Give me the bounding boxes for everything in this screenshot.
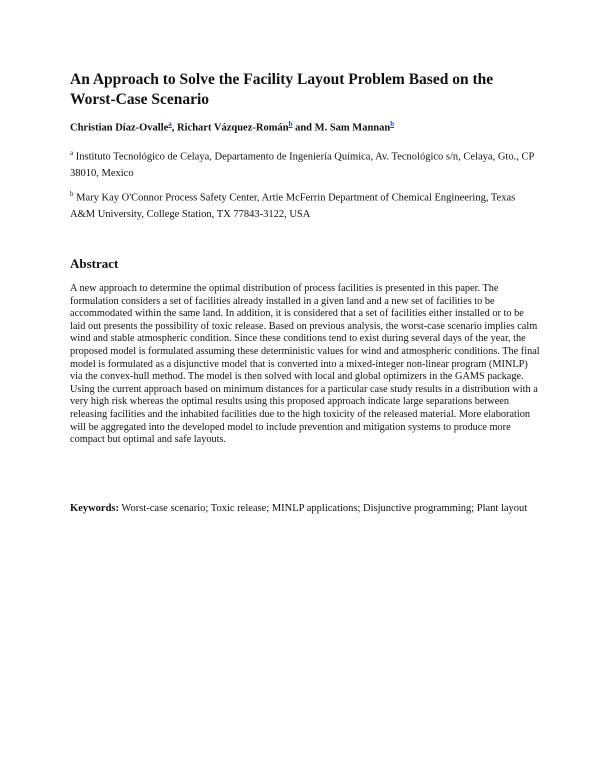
affiliation-text: Mary Kay O'Connor Process Safety Center, Artie McFerrin Department of Chemical Engineering, Texas A&M University, College Station, TX 77843-3122, USA [70, 192, 516, 220]
affiliation-link[interactable]: a [168, 120, 172, 128]
author-name: Christian Díaz-Ovalle [70, 122, 169, 134]
paper-title: An Approach to Solve the Facility Layout Problem Based on the Worst-Case Scenario [70, 71, 494, 108]
author-name: Richart Vázquez-Román [177, 122, 289, 134]
affiliation-b [70, 186, 540, 223]
affiliation-mark: a [70, 149, 74, 157]
keywords-label: Keywords: [70, 503, 119, 514]
affiliation-a [70, 145, 540, 182]
affiliation-mark: b [70, 190, 74, 198]
author-line [70, 120, 550, 134]
affiliation-link[interactable]: b [288, 120, 293, 128]
author-separator: and [292, 122, 315, 134]
keywords-text: Worst-case scenario; Toxic release; MINLP applications; Disjunctive programming; Plant layout [119, 503, 528, 514]
keywords [70, 502, 540, 516]
affiliation-link[interactable]: b [390, 120, 395, 128]
affiliation-text: Instituto Tecnológico de Celaya, Departamento de Ingeniería Química, Av. Tecnológico s/n, Celaya, Gto., CP 38010, Mexico [70, 151, 534, 179]
author-separator: , [171, 122, 178, 134]
abstract-text: A new approach to determine the optimal distribution of process facilities is presented in this paper. The formulation considers a set of facilities already installed in a given land and a new set of facilities to be accommodated within the same land. In addition, it is considered that a set of facilities either installed or to be laid out presents the possibility of toxic release. Based on previous analysis, the worst-case scenario implies calm wind and stable atmospheric condition. Since these conditions tend to exist during several days of the year, the proposed model is formulated assuming these deterministic values for wind and atmospheric conditions. The final model is formulated as a disjunctive model that is converted into a mixed-integer non-linear program (MINLP) via the convex-hull method. The model is then solved with local and global optimizers in the GAMS package. Using the current approach based on minimum distances for a particular case study results in a distribution with a very high risk whereas the optimal results using this proposed approach indicate large separations between releasing facilities and the inhabited facilities due to the high toxicity of the released material. More elaboration will be aggregated into the developed model to include prevention and mitigation systems to produce more compact but optimal and safe layouts. [70, 283, 540, 446]
author-name: M. Sam Mannan [314, 122, 391, 134]
abstract-heading: Abstract [70, 256, 119, 271]
